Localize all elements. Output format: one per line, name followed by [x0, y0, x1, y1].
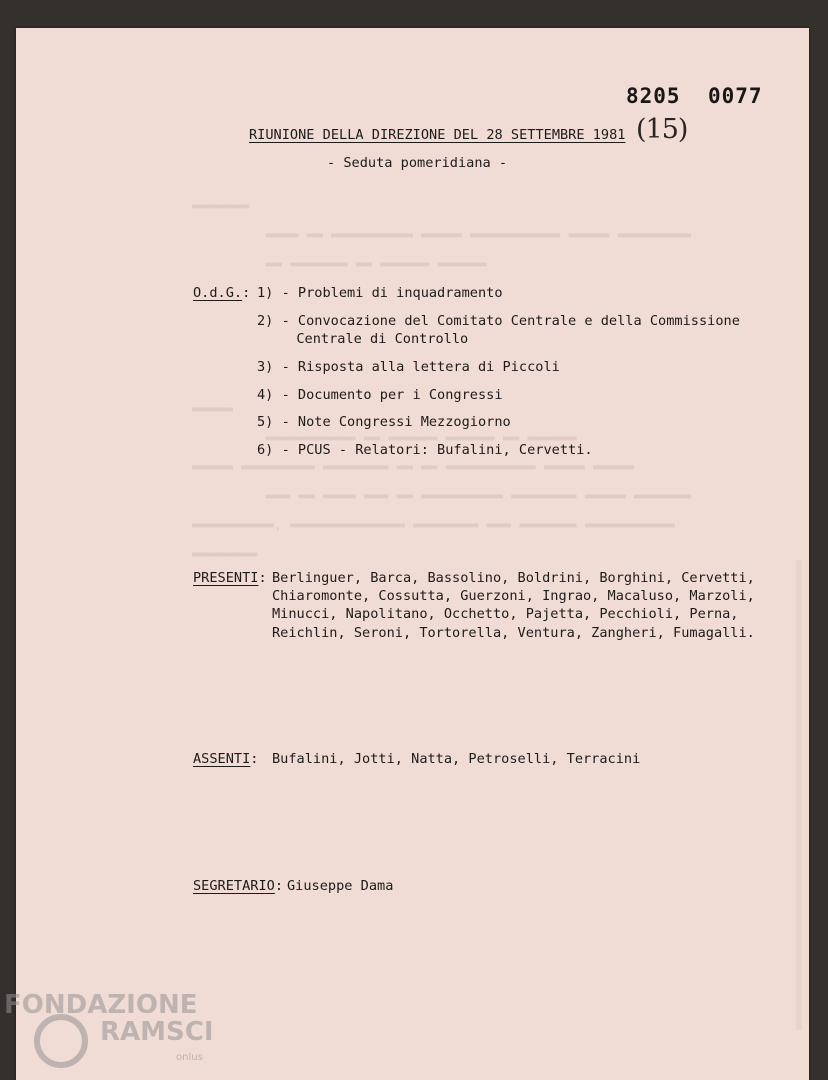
odg-item-number: 6) [257, 442, 274, 458]
presenti-heading: PRESENTI: [193, 570, 267, 586]
odg-item-text: - Note Congressi Mezzogiorno [281, 414, 511, 430]
odg-item-4 [257, 386, 503, 404]
presenti-line: Berlinguer, Barca, Bassolino, Boldrini, Borghini, Cervetti, [272, 570, 755, 586]
odg-item-number: 5) [257, 414, 274, 430]
odg-item-text: - PCUS - Relatori: Bufalini, Cervetti. [281, 442, 593, 458]
archive-stamp-right: 0077 [708, 84, 763, 108]
presenti-line: Minucci, Napolitano, Occhetto, Pajetta, Pecchioli, Perna, [272, 606, 739, 622]
assenti-label: ASSENTI [193, 751, 251, 767]
presenti-label: PRESENTI [193, 570, 259, 586]
bleed-through-text: ▬▬▬▬▬▬▬ ▬▬▬▬ ▬▬ ▬▬▬▬▬▬▬▬▬▬ ▬▬▬▬▬ ▬▬▬▬▬▬▬▬▬▬▬ ▬▬▬▬▬ ▬▬▬▬▬▬▬▬▬ ▬▬ ▬▬▬▬▬▬▬ ▬▬ ▬▬▬▬▬▬ ▬▬▬▬▬▬ ▬▬▬▬▬ ▬▬▬▬▬▬▬▬▬▬▬ ▬▬ ▬▬▬▬▬▬ ▬▬▬▬▬▬ ▬▬ ▬▬▬▬▬▬ ▬▬▬▬▬ ▬▬▬▬▬▬▬▬▬ ▬▬▬▬▬▬▬▬ ▬▬ ▬▬ ▬▬▬▬▬▬▬▬▬▬▬ ▬▬▬▬▬ ▬▬▬▬▬ ▬▬▬ ▬▬ ▬▬▬▬ ▬▬▬ ▬▬ ▬▬▬▬▬▬▬▬▬▬ ▬▬▬▬▬▬▬▬ ▬▬▬▬▬ ▬▬▬▬▬▬▬ ▬▬▬▬▬▬▬▬▬▬, ▬▬▬▬▬▬▬▬▬▬▬▬▬▬ ▬▬▬▬▬▬▬▬ ▬▬▬ ▬▬▬▬▬▬▬ ▬▬▬▬▬▬▬▬▬▬▬ ▬▬▬▬▬▬▬▬ [192, 198, 692, 562]
logo-g-ring-icon [34, 1014, 88, 1068]
assenti-heading: ASSENTI: [193, 751, 259, 767]
assenti-list: Bufalini, Jotti, Natta, Petroselli, Terracini [272, 751, 641, 767]
odg-heading: O.d.G.: [193, 285, 251, 301]
odg-item-text: - Convocazione del Comitato Centrale e della Commissione [281, 313, 740, 329]
archive-stamp-left: 8205 [626, 84, 681, 108]
presenti-line: Chiaromonte, Cossutta, Guerzoni, Ingrao, Macaluso, Marzoli, [272, 588, 755, 604]
document-title: RIUNIONE DELLA DIREZIONE DEL 28 SETTEMBRE 1981 [249, 127, 626, 143]
handwritten-page-number: (15) [636, 114, 688, 145]
odg-item-5 [257, 413, 511, 431]
odg-item-text: - Risposta alla lettera di Piccoli [281, 359, 560, 375]
odg-item-number: 4) [257, 387, 274, 403]
document-subtitle: - Seduta pomeridiana - [327, 155, 508, 171]
logo-line-3: onlus [176, 1052, 203, 1063]
odg-item-2 [257, 312, 740, 330]
paper-edge [796, 560, 802, 1030]
odg-item-number: 3) [257, 359, 274, 375]
segretario-heading: SEGRETARIO: [193, 878, 284, 894]
odg-item-number: 1) [257, 285, 274, 301]
odg-item-1 [257, 284, 503, 302]
odg-item-6 [257, 441, 593, 459]
presenti-line: Reichlin, Seroni, Tortorella, Ventura, Zangheri, Fumagalli. [272, 625, 755, 641]
odg-label: O.d.G. [193, 285, 243, 301]
segretario-label: SEGRETARIO [193, 878, 275, 894]
odg-item-number: 2) [257, 313, 274, 329]
odg-item-text: - Problemi di inquadramento [281, 285, 503, 301]
odg-item-3 [257, 358, 560, 376]
fondazione-gramsci-logo [4, 990, 214, 1063]
odg-item-2-continuation: Centrale di Controllo [280, 331, 469, 347]
logo-line-1: FONDAZIONE [4, 990, 198, 1020]
odg-item-text: - Documento per i Congressi [281, 387, 503, 403]
logo-line-2: RAMSCI [100, 1017, 214, 1047]
segretario-name: Giuseppe Dama [287, 878, 394, 894]
